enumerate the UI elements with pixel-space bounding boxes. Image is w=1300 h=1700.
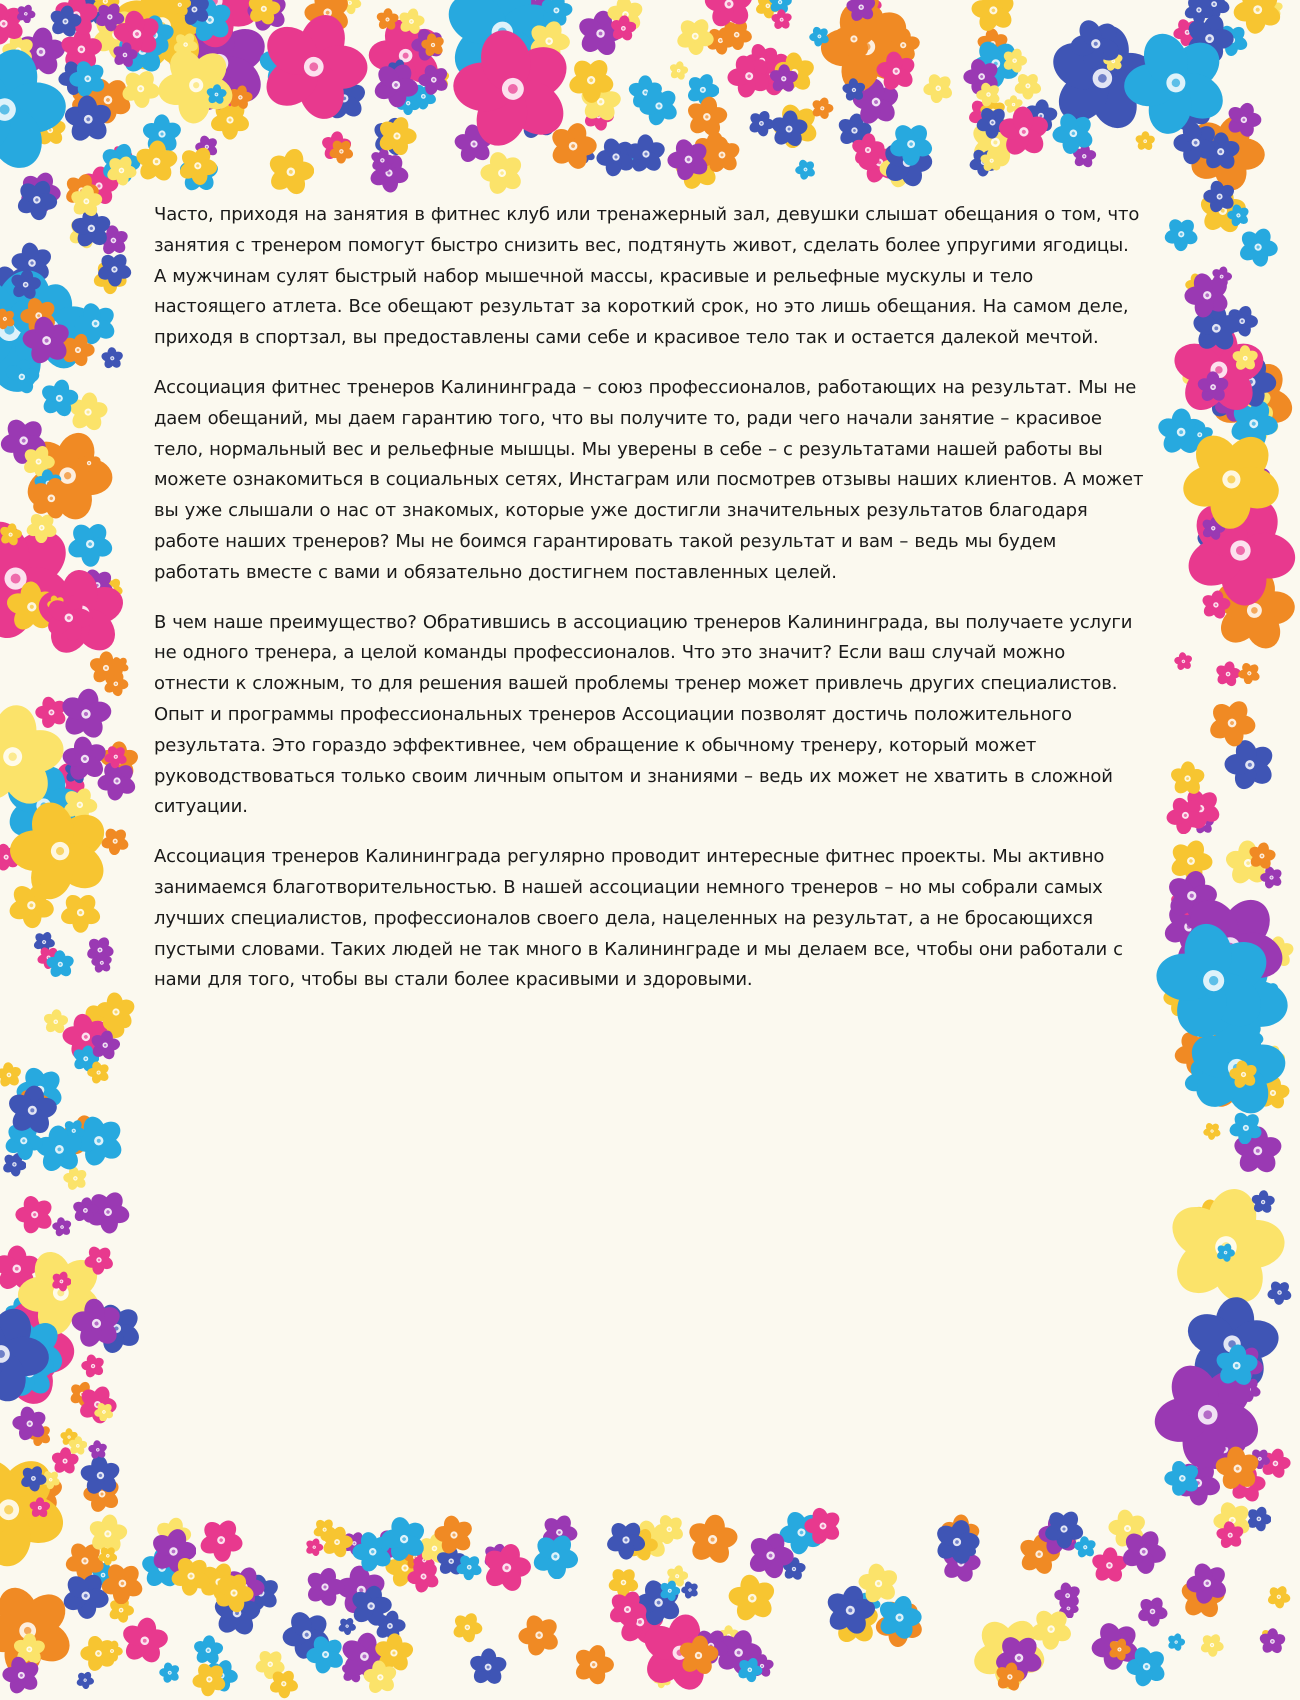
flower-icon (40, 379, 79, 422)
flower-icon (1259, 1628, 1286, 1659)
flower-icon (846, 0, 876, 26)
flower-icon (1248, 842, 1276, 874)
flower-icon (269, 1669, 299, 1700)
flower-icon (639, 86, 679, 130)
flower-icon (45, 594, 93, 646)
flower-icon (43, 1009, 69, 1039)
flower-icon (0, 47, 67, 176)
flower-icon (923, 73, 954, 108)
flower-icon (971, 0, 1016, 37)
flower-icon (610, 15, 637, 46)
flower-icon (1232, 345, 1259, 376)
flower-icon (398, 8, 425, 39)
flower-icon (1216, 1243, 1235, 1266)
flower-icon (1123, 30, 1229, 140)
flower-icon (16, 4, 36, 28)
flower-icon (94, 1402, 114, 1426)
flower-icon (96, 992, 136, 1036)
flower-icon (687, 1514, 738, 1569)
flower-icon (8, 882, 55, 933)
flower-icon (889, 122, 933, 170)
flower-icon (71, 1298, 122, 1353)
flower-icon (62, 736, 108, 786)
flower-icon (851, 133, 885, 171)
flower-icon (87, 1061, 110, 1088)
flower-icon (1200, 1633, 1224, 1661)
flower-icon (1126, 1646, 1167, 1691)
flower-icon (168, 0, 192, 21)
flower-icon (1002, 48, 1027, 77)
flower-icon (135, 140, 178, 187)
flower-icon (606, 1520, 646, 1564)
flower-icon (469, 1648, 507, 1690)
paragraph-2: Ассоциация фитнес тренеров Калининграда – союз профессионалов, работающих на результат. Мы не даем обещаний, мы даем гарантию того, что вы получите то, ради чего начали занятие – красивое тело, нормальный вес и рельефные мышцы. Мы уверены в себе – с результатами нашей работы вы можете ознакомиться в социальных сетях, Инстаграм или посмотрев отзывы наших клиентов. А может вы уже слышали о нас от знакомых, которые уже достигли значительных результатов благодаря работе наших тренеров? Мы не боимся гарантировать такой результат и вам – ведь мы будем работать вместе с вами и обязательно достигнем поставленных целей. (154, 376, 1144, 583)
flower-icon (771, 9, 792, 34)
flower-icon (1167, 1633, 1185, 1655)
flower-icon (998, 106, 1050, 162)
flower-icon (121, 69, 160, 112)
flower-icon (934, 1519, 980, 1569)
flower-icon (1186, 1562, 1229, 1609)
flower-icon (171, 1556, 211, 1600)
flower-icon (1201, 590, 1231, 624)
flower-icon (1155, 922, 1272, 1043)
flower-icon (1181, 429, 1282, 534)
flower-icon (737, 1657, 763, 1687)
flower-icon (0, 308, 15, 334)
flower-icon (101, 347, 124, 374)
flower-icon (1197, 371, 1229, 407)
flower-icon (1070, 18, 1122, 74)
flower-icon (30, 477, 73, 524)
flower-icon (568, 57, 614, 107)
flower-icon (518, 1614, 560, 1660)
flower-icon (329, 139, 354, 168)
flower-icon (626, 134, 666, 178)
flower-icon (72, 1197, 99, 1228)
flower-icon (49, 5, 82, 42)
flower-icon (1233, 0, 1282, 38)
flower-icon (377, 116, 417, 160)
flower-icon (70, 185, 103, 222)
flower-icon (106, 155, 137, 190)
flower-icon (1267, 1585, 1291, 1613)
flower-icon (667, 138, 710, 185)
flower-icon (678, 1635, 719, 1680)
flower-icon (811, 97, 834, 124)
flower-icon (373, 62, 419, 112)
flower-icon (1137, 1596, 1168, 1631)
flower-icon (91, 952, 113, 978)
flower-icon (1166, 796, 1205, 839)
flower-icon (2, 1656, 41, 1699)
flower-icon (452, 1612, 483, 1647)
flower-icon (1121, 1529, 1167, 1579)
flower-icon (88, 1440, 108, 1464)
flower-icon (676, 17, 714, 59)
flower-icon (1203, 1122, 1221, 1144)
flower-icon (306, 1635, 345, 1678)
flower-icon (12, 1406, 47, 1445)
flower-icon (842, 78, 866, 106)
flower-icon (112, 42, 138, 72)
flower-icon (97, 252, 132, 291)
flower-icon (95, 2, 125, 36)
flower-icon (0, 1305, 50, 1407)
flower-icon (1226, 102, 1262, 142)
flower-icon (532, 1533, 579, 1584)
flower-icon (809, 26, 830, 51)
flower-icon (769, 64, 798, 97)
flower-icon (608, 1590, 647, 1633)
document-body (154, 200, 1144, 1015)
flower-icon (1044, 1509, 1084, 1553)
flower-icon (995, 1662, 1025, 1696)
flower-icon (84, 1245, 114, 1279)
flower-icon (858, 1563, 899, 1608)
flower-icon (29, 1497, 51, 1523)
flower-icon (654, 1514, 685, 1549)
flower-icon (193, 1635, 224, 1670)
flower-icon (686, 96, 728, 142)
flower-icon (20, 1465, 47, 1496)
flower-icon (350, 1585, 392, 1631)
flower-icon (976, 82, 1001, 111)
flower-icon (1052, 112, 1095, 159)
flower-icon (305, 1567, 345, 1611)
flower-icon (669, 61, 688, 84)
flower-icon (1174, 652, 1193, 675)
flower-icon (728, 1574, 776, 1626)
flower-icon (482, 1543, 531, 1596)
flower-icon (452, 28, 574, 154)
flower-icon (22, 316, 71, 369)
flower-icon (52, 1217, 72, 1241)
flower-icon (1229, 1060, 1258, 1093)
flower-icon (98, 1546, 118, 1570)
flower-icon (101, 1640, 123, 1666)
flower-icon (103, 671, 129, 701)
flower-icon (206, 84, 227, 109)
flower-icon (381, 1516, 427, 1566)
flower-icon (1170, 761, 1205, 800)
paragraph-3: В чем наше преимущество? Обратившись в ассоциацию тренеров Калининграда, вы получаете услуги не одного тренера, а целой команды профессионалов. Что это значит? Если ваш случай можно отнести к сложным, то для решения вашей проблемы тренер может привлечь других специалистов. Опыт и программы профессиональных тренеров Ассоциации позволят достичь положительного результата. Это гораздо эффективнее, чем обращение к обычному тренеру, который может руководствоваться только своим личным опытом и знаниями – ведь их может не хватить в сложной ситуации. (154, 611, 1133, 818)
flower-icon (51, 1271, 72, 1296)
flower-icon (418, 64, 450, 100)
flower-icon (363, 1660, 398, 1699)
flower-icon (16, 179, 58, 225)
flower-icon (480, 151, 524, 199)
flower-icon (267, 148, 315, 200)
paragraph-1: Часто, приходя на занятия в фитнес клуб или тренажерный зал, девушки слышат обещания о том, что занятия с тренером помогут быстро снизить вес, подтянуть живот, сделать более упругими ягодицы. А мужчинам сулят быстрый набор мышечной массы, красивые и рельефные мускулы и тело настоящего атлета. Все обещают результат за короткий срок, но это лишь обещания. На самом деле, приходя в спортзал, вы предоставлены сами себе и красивое тело так и остается далекой мечтой. (154, 204, 1140, 349)
flower-icon (259, 12, 369, 126)
flower-icon (1215, 1446, 1260, 1495)
flower-icon (770, 110, 808, 152)
flower-icon (727, 54, 771, 102)
flower-icon (46, 950, 75, 983)
paragraph-4: Ассоциация тренеров Калининграда регулярно проводит интересные фитнес проекты. Мы активно занимаемся благотворительностью. В нашей ассоциации немного тренеров – но мы собрали самых лучших специалистов, профессионалов своего дела, нацеленных на результат, а не бросающихся пустыми словами. Таких людей не так много в Калининграде и мы делаем все, чтобы они работали с нами для того, чтобы вы стали более красивыми и здоровыми. (154, 846, 1123, 991)
flower-icon (68, 1436, 88, 1460)
flower-icon (104, 745, 128, 773)
flower-icon (1030, 1608, 1072, 1654)
flower-icon (1251, 1190, 1275, 1218)
flower-icon (1238, 662, 1261, 689)
flower-icon (305, 1538, 323, 1560)
flower-icon (76, 1671, 94, 1693)
flower-icon (376, 8, 399, 35)
flower-icon (876, 51, 916, 95)
flower-icon (0, 523, 23, 550)
flower-icon (15, 1195, 54, 1238)
flower-icon (1203, 180, 1236, 217)
flower-icon (573, 1644, 614, 1689)
flower-icon (1184, 272, 1231, 323)
flower-icon (434, 1515, 474, 1559)
flower-icon (804, 1507, 842, 1549)
flower-icon (795, 159, 816, 184)
flower-icon (121, 1617, 169, 1669)
flower-icon (659, 1580, 681, 1606)
flower-icon (7, 1085, 58, 1140)
flower-icon (1216, 1521, 1244, 1553)
flower-icon (67, 521, 113, 571)
flower-icon (64, 95, 113, 148)
flower-icon (214, 1573, 254, 1617)
flower-icon (81, 1354, 105, 1382)
flower-icon (1164, 217, 1198, 255)
flower-icon (178, 146, 218, 190)
flower-icon (1208, 699, 1256, 751)
flower-icon (77, 451, 101, 479)
flower-icon (1238, 227, 1278, 271)
flower-icon (1215, 1344, 1258, 1391)
